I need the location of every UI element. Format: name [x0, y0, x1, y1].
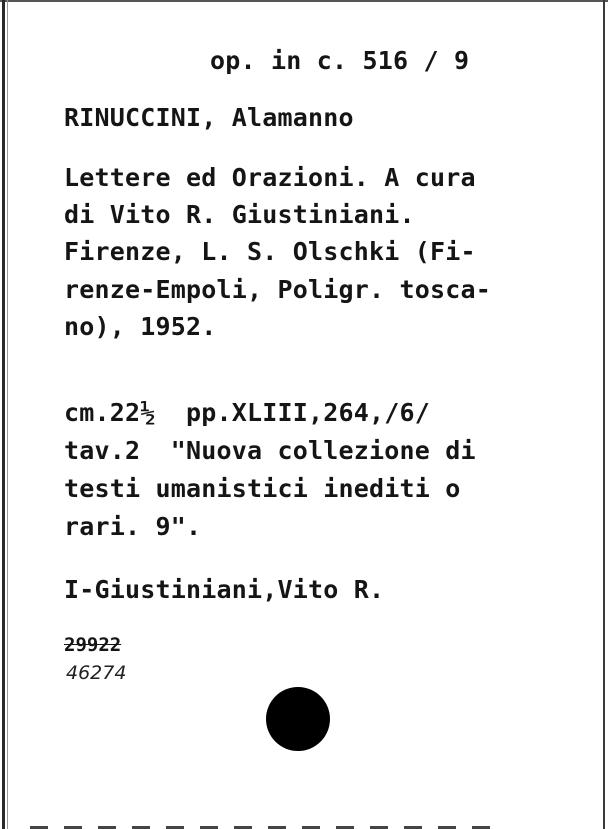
title-line-3: Firenze, L. S. Olschki (Fi- — [64, 237, 476, 266]
title-line-4: renze-Empoli, Poligr. tosca- — [64, 275, 492, 304]
new-accession-number: 46274 — [66, 662, 127, 684]
physical-line-4: rari. 9". — [64, 512, 202, 541]
physical-line-3: testi umanistici inediti o — [64, 474, 461, 503]
card-top-edge — [0, 0, 608, 2]
physical-line-2: tav.2 "Nuova collezione di — [64, 436, 476, 465]
added-entry: I-Giustiniani,Vito R. — [64, 575, 385, 604]
call-number: op. in c. 516 / 9 — [210, 46, 470, 75]
title-line-1: Lettere ed Orazioni. A cura — [64, 163, 476, 192]
card-left-edge — [2, 0, 5, 829]
punch-hole — [266, 687, 330, 751]
physical-line-1: cm.22½ pp.XLIII,264,/6/ — [64, 398, 431, 427]
card-right-edge — [603, 0, 605, 829]
title-line-2: di Vito R. Giustiniani. — [64, 200, 415, 229]
card-left-edge-inner — [7, 0, 8, 829]
title-line-5: no), 1952. — [64, 312, 217, 341]
author-heading: RINUCCINI, Alamanno — [64, 103, 354, 132]
old-accession-number: 29922 — [64, 634, 122, 656]
